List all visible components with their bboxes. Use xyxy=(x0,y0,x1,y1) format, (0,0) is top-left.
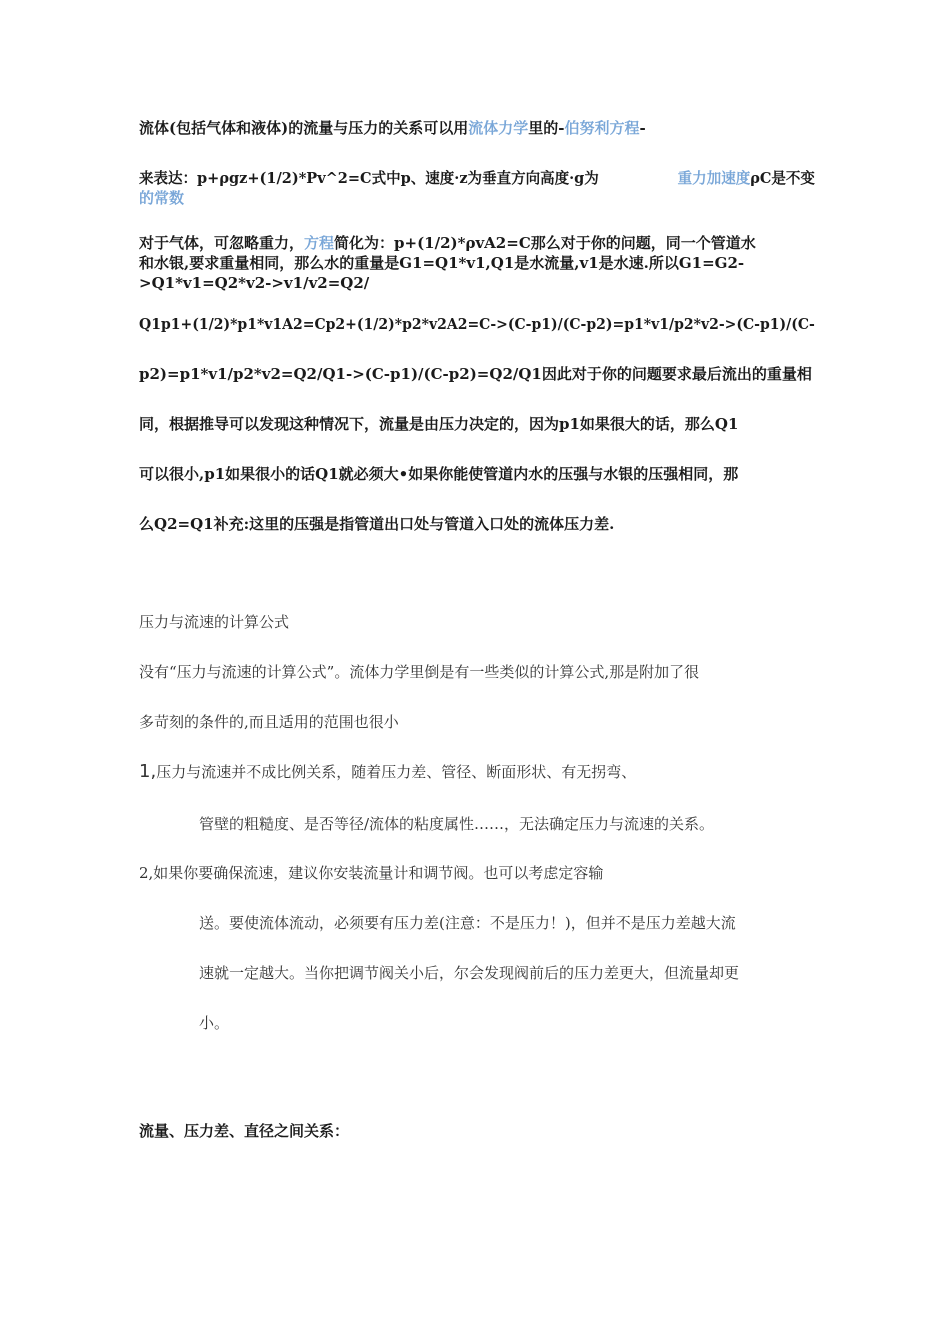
text-segment: 里的- xyxy=(528,119,565,137)
link-bernoulli-equation[interactable]: 伯努利方程 xyxy=(564,119,640,137)
link-constant[interactable]: 的常数 xyxy=(139,189,185,207)
list-item-2-cont1: 送。要使流体流动，必须要有压力差(注意：不是压力！)，但并不是压力差越大流 xyxy=(199,914,736,932)
para1-line3 xyxy=(139,188,184,208)
link-fluid-mechanics[interactable]: 流体力学 xyxy=(468,119,529,137)
para1-line8: p2)=p1*v1/p2*v2=Q2/Q1->(C-p1)/(C-p2)=Q2/Q1因此对于你的问题要求最后流出的重量相 xyxy=(139,365,812,383)
list-item-1-cont: 管壁的粗糙度、是否等径/流体的粘度属性……，无法确定压力与流速的关系。 xyxy=(199,815,715,833)
section3-title: 流量、压力差、直径之间关系： xyxy=(139,1122,350,1140)
list-item-1 xyxy=(139,762,636,782)
list-item-2: 2,如果你要确保流速，建议你安装流量计和调节阀。也可以考虑定容输 xyxy=(139,864,604,882)
list-item-text: 压力与流速并不成比例关系，随着压力差、管径、断面形状、有无拐弯、 xyxy=(156,763,637,781)
section2-para-line2: 多苛刻的条件的,而且适用的范围也很小 xyxy=(139,713,399,731)
para1-line4 xyxy=(139,233,756,253)
text-segment: 来表达：p+ρgz+(1/2)*Pv^2=C式中p、速度·z为垂直方向高度·g为 xyxy=(139,169,599,187)
para1-line9: 同，根据推导可以发现这种情况下，流量是由压力决定的，因为p1如果很大的话，那么Q1 xyxy=(139,415,739,433)
para1-line11: 么Q2=Q1补充:这里的压强是指管道出口处与管道入口处的流体压力差. xyxy=(139,515,615,533)
text-segment: - xyxy=(639,119,646,137)
text-segment: 对于气体，可忽略重力， xyxy=(139,234,305,252)
list-item-2-cont2: 速就一定越大。当你把调节阀关小后，尔会发现阀前后的压力差更大，但流量却更 xyxy=(199,964,740,982)
section2-title: 压力与流速的计算公式 xyxy=(139,613,290,631)
text-segment: 流体(包括气体和液体)的流量与压力的关系可以用 xyxy=(139,119,469,137)
list-number: 1, xyxy=(139,761,157,782)
para1-line7: Q1p1+(1/2)*p1*v1A2=Cp2+(1/2)*p2*v2A2=C->(C-p1)/(C-p2)=p1*v1/p2*v2->(C-p1)/(C- xyxy=(139,315,815,333)
para1-line10: 可以很小,p1如果很小的话Q1就必须大•如果你能使管道内水的压强与水银的压强相同，那 xyxy=(139,465,739,483)
list-item-2-cont3: 小。 xyxy=(199,1014,230,1032)
para1-line6: >Q1*v1=Q2*v2->v1/v2=Q2/ xyxy=(139,274,370,292)
link-equation[interactable]: 方程 xyxy=(304,234,335,252)
overlapping-text xyxy=(678,168,815,188)
para1-line1 xyxy=(139,118,646,138)
para1-line2 xyxy=(139,168,815,188)
text-segment: ρC是不变 xyxy=(750,169,815,187)
link-gravity-acceleration[interactable]: 重力加速度 xyxy=(677,169,751,187)
para1-line5: 和水银,要求重量相同，那么水的重量是G1=Q1*v1,Q1是水流量,v1是水速.所以G1=G2- xyxy=(139,254,745,272)
text-segment: 简化为：p+(1/2)*ρvA2=C那么对于你的问题，同一个管道水 xyxy=(334,234,756,252)
section2-para-line1: 没有“压力与流速的计算公式”。流体力学里倒是有一些类似的计算公式,那是附加了很 xyxy=(139,663,700,681)
